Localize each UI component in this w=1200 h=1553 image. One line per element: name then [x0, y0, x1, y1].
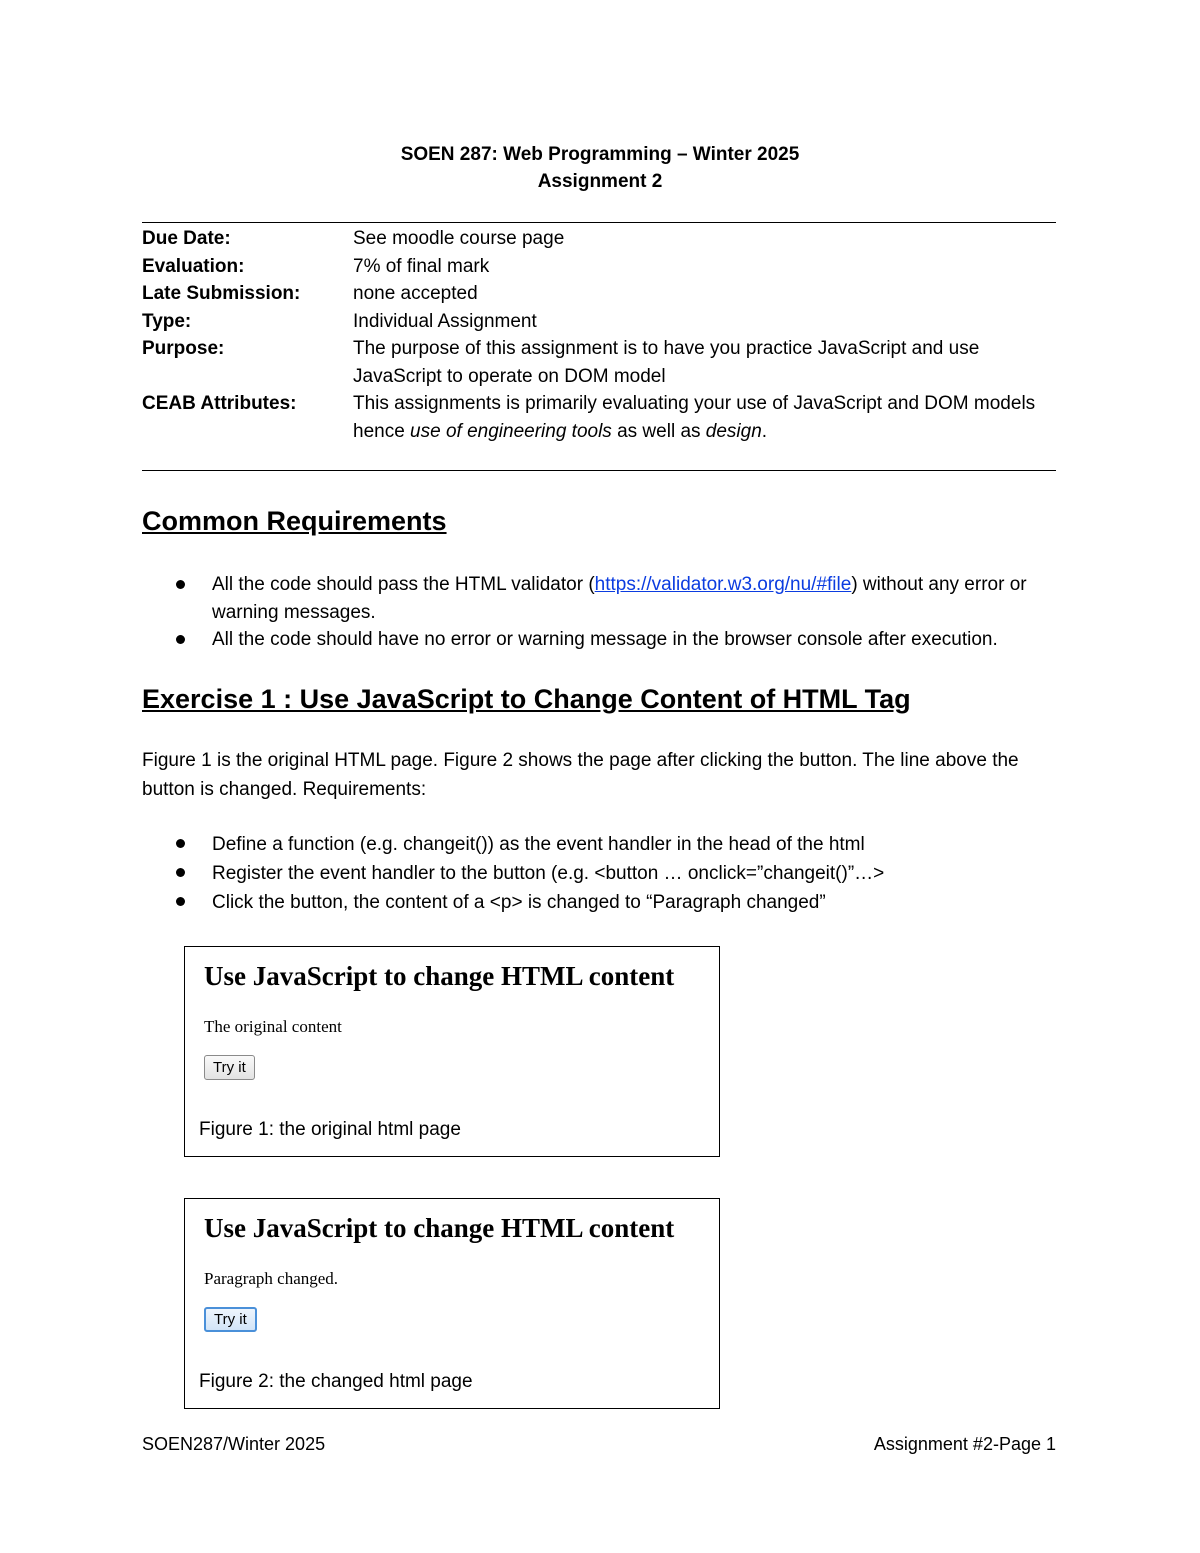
late-submission-row	[142, 280, 1056, 308]
exercise1-intro: Figure 1 is the original HTML page. Figure 2 shows the page after clicking the button. The line above the button is changed. Requirements:	[142, 750, 1019, 800]
bullet-icon	[176, 635, 185, 644]
validator-link[interactable]: https://validator.w3.org/nu/#file	[594, 574, 852, 595]
figure2-box	[184, 1198, 720, 1409]
figure1-paragraph: The original content	[204, 1017, 342, 1036]
common-item1-text-b: ) without any error or warning messages.	[212, 574, 1027, 623]
due-date-label: Due Date:	[142, 228, 231, 249]
list-item	[142, 888, 1072, 917]
figure2-caption: Figure 2: the changed html page	[199, 1371, 473, 1392]
common-item1-text-a: All the code should pass the HTML validator (	[212, 574, 595, 595]
common-requirements-list	[142, 571, 1072, 654]
ceab-value	[353, 390, 1056, 445]
due-date-row	[142, 225, 1056, 253]
document-subtitle: Assignment 2	[537, 171, 663, 192]
figure1-caption: Figure 1: the original html page	[199, 1119, 461, 1140]
figure2-heading: Use JavaScript to change HTML content	[204, 1213, 675, 1243]
bullet-icon	[176, 897, 185, 906]
ceab-text-design: design	[705, 420, 762, 442]
evaluation-row	[142, 253, 1056, 281]
due-date-value: See moodle course page	[353, 228, 565, 249]
ceab-text-5: .	[761, 420, 768, 442]
footer-right: Assignment #2-Page 1	[873, 1434, 1056, 1454]
exercise1-heading: Exercise 1 : Use JavaScript to Change Content of HTML Tag	[142, 684, 911, 714]
exercise1-requirements-list	[142, 830, 1072, 917]
list-item	[142, 626, 1072, 654]
figure2-try-it-button[interactable]: Try it	[204, 1307, 257, 1332]
list-item	[142, 571, 1072, 626]
ceab-text-1: This assignments is primarily evaluating your use of JavaScript and DOM models hence	[353, 393, 1036, 442]
req1-text: Define a function (e.g. changeit()) as the event handler in the head of the html	[212, 834, 865, 855]
evaluation-label: Evaluation:	[142, 255, 245, 277]
evaluation-value: 7% of final mark	[353, 255, 490, 277]
figure1-try-it-button[interactable]: Try it	[204, 1055, 255, 1080]
common-requirements-heading: Common Requirements	[142, 506, 447, 536]
ceab-text-tools: use of engineering tools	[410, 420, 612, 442]
type-row	[142, 308, 1056, 336]
bottom-rule	[142, 470, 1056, 471]
bullet-icon	[176, 580, 185, 589]
late-submission-label: Late Submission:	[142, 283, 301, 304]
purpose-label: Purpose:	[142, 338, 225, 359]
type-label: Type:	[142, 310, 192, 332]
footer-left: SOEN287/Winter 2025	[142, 1434, 326, 1454]
bullet-icon	[176, 868, 185, 877]
purpose-value: The purpose of this assignment is to have you practice JavaScript and use JavaScript to operate on DOM model	[353, 338, 980, 387]
bullet-icon	[176, 839, 185, 848]
ceab-text-3: as well as	[611, 420, 706, 442]
top-rule	[142, 222, 1056, 223]
figure1-heading: Use JavaScript to change HTML content	[204, 961, 675, 991]
assignment-info-table	[142, 225, 1056, 445]
figure2-paragraph: Paragraph changed.	[204, 1269, 339, 1288]
late-submission-value: none accepted	[353, 283, 478, 304]
common-item2-text: All the code should have no error or warning message in the browser console after execution.	[212, 629, 998, 650]
purpose-row	[142, 335, 1056, 390]
req2-text: Register the event handler to the button (e.g. <button … onclick=”changeit()”…>	[212, 863, 885, 884]
type-value: Individual Assignment	[353, 310, 537, 332]
list-item	[142, 830, 1072, 859]
list-item	[142, 859, 1072, 888]
req3-text: Click the button, the content of a <p> is changed to “Paragraph changed”	[212, 892, 826, 913]
figure1-box	[184, 946, 720, 1157]
ceab-label: CEAB Attributes:	[142, 393, 297, 414]
ceab-row	[142, 390, 1056, 445]
document-title: SOEN 287: Web Programming – Winter 2025	[400, 144, 800, 165]
